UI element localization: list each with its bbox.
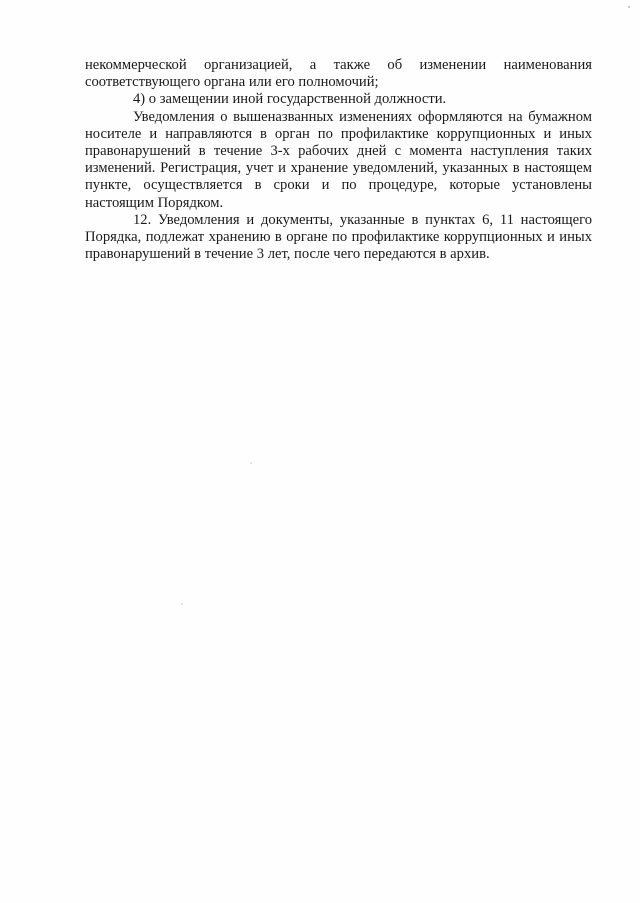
paragraph-item-4: 4) о замещении иной государственной должности. [133,91,447,108]
scan-speck [181,603,183,605]
scan-speck [628,6,630,8]
scan-speck [250,462,252,464]
paragraph-notifications: Уведомления о вышеназванных изменениях оформляются на бумажном носителе и направляются в орган по профилактике коррупционных и иных правонарушений в течение 3-х рабочих дней с момента наступления таких изменений. Регистрация, учет и хранение уведомлений, указанных в настоящем пункте, осуществляется в сроки и по процедуре, которые установлены настоящим Порядком. [85,108,592,211]
document-body [85,57,592,263]
paragraph-point-12: 12. Уведомления и документы, указанные в пунктах 6, 11 настоящего Порядка, подлежат хранению в органе по профилактике коррупционных и иных правонарушений в течение 3 лет, после чего передаются в архив. [85,211,592,263]
paragraph-continuation: некоммерческой организацией, а также об изменении наименования соответствующего органа или его полномочий; [85,57,592,91]
